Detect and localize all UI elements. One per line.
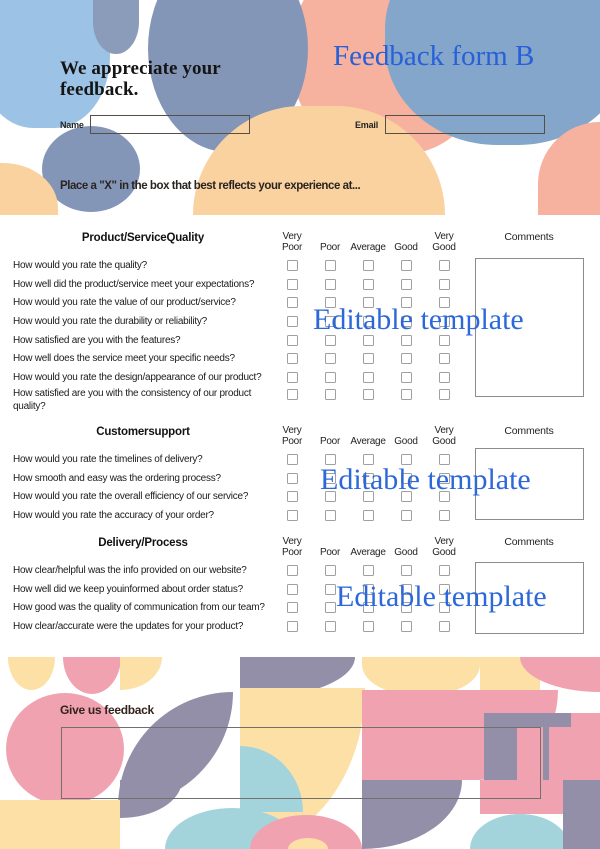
column-header-very-good: Very Good (432, 231, 456, 253)
checkbox-good[interactable] (401, 510, 412, 521)
checkbox-very-good[interactable] (439, 602, 450, 613)
checkbox-good[interactable] (401, 584, 412, 595)
checkbox-poor[interactable] (325, 353, 336, 364)
checkbox-poor[interactable] (325, 372, 336, 383)
checkbox-average[interactable] (363, 473, 374, 484)
section-title: Product/ServiceQuality (81, 232, 205, 244)
question-label: How clear/helpful was the info provided on our website? (13, 564, 247, 576)
checkbox-average[interactable] (363, 510, 374, 521)
column-header-very-good: Very Good (432, 536, 456, 558)
checkbox-average[interactable] (363, 584, 374, 595)
checkbox-very-poor[interactable] (287, 353, 298, 364)
column-header-very-poor: Very Poor (281, 231, 303, 253)
checkbox-very-good[interactable] (439, 389, 450, 400)
question-label: How would you rate the value of our product/service? (13, 297, 236, 309)
checkbox-good[interactable] (401, 602, 412, 613)
decor-quarter-yellow (120, 657, 162, 690)
checkbox-good[interactable] (401, 473, 412, 484)
watermark-editable-template: Editable template (320, 463, 531, 496)
checkbox-very-good[interactable] (439, 510, 450, 521)
checkbox-very-poor[interactable] (287, 491, 298, 502)
checkbox-very-poor[interactable] (287, 389, 298, 400)
checkbox-poor[interactable] (325, 565, 336, 576)
checkbox-very-good[interactable] (439, 335, 450, 346)
question-label: How satisfied are you with the consistency of our product quality? (13, 387, 252, 412)
form-title: Feedback form B (333, 40, 535, 72)
checkbox-average[interactable] (363, 602, 374, 613)
checkbox-poor[interactable] (325, 297, 336, 308)
checkbox-average[interactable] (363, 491, 374, 502)
question-label: How would you rate the design/appearance of our product? (13, 371, 262, 383)
question-label: How well did we keep youinformed about order status? (13, 583, 243, 595)
checkbox-average[interactable] (363, 279, 374, 290)
decor-halfdisc-pink (63, 657, 121, 694)
checkbox-very-good[interactable] (439, 353, 450, 364)
rating-header-row (13, 419, 585, 450)
checkbox-very-good[interactable] (439, 454, 450, 465)
column-header-poor: Poor (319, 546, 341, 558)
checkbox-average[interactable] (363, 621, 374, 632)
checkbox-average[interactable] (363, 565, 374, 576)
checkbox-average[interactable] (363, 389, 374, 400)
rating-header-row (13, 225, 585, 256)
name-label: Name (60, 120, 84, 130)
checkbox-very-good[interactable] (439, 279, 450, 290)
checkbox-good[interactable] (401, 260, 412, 271)
question-label: How smooth and easy was the ordering process? (13, 472, 221, 484)
column-header-good: Good (394, 435, 418, 447)
question-label: How well does the service meet your specific needs? (13, 353, 235, 365)
section-customer-support (13, 419, 585, 525)
email-label: Email (355, 120, 379, 130)
checkbox-very-poor[interactable] (287, 372, 298, 383)
column-header-comments: Comments (504, 425, 554, 437)
decor-halfdisc-yellow (8, 657, 55, 690)
question-label: How well did the product/service meet your expectations? (13, 278, 255, 290)
checkbox-very-poor[interactable] (287, 602, 298, 613)
question-label: How would you rate the timelines of delivery? (13, 453, 203, 465)
checkbox-very-good[interactable] (439, 473, 450, 484)
checkbox-good[interactable] (401, 335, 412, 346)
column-header-poor: Poor (319, 435, 341, 447)
question-label: How good was the quality of communication from our team? (13, 602, 265, 614)
bottom-decor-band (0, 657, 600, 849)
checkbox-poor[interactable] (325, 621, 336, 632)
checkbox-good[interactable] (401, 372, 412, 383)
column-header-very-poor: Very Poor (281, 536, 303, 558)
checkbox-good[interactable] (401, 621, 412, 632)
checkbox-very-poor[interactable] (287, 473, 298, 484)
checkbox-average[interactable] (363, 372, 374, 383)
checkbox-very-good[interactable] (439, 565, 450, 576)
checkbox-very-poor[interactable] (287, 454, 298, 465)
checkbox-very-poor[interactable] (287, 297, 298, 308)
section-title: Customersupport (96, 426, 190, 438)
heading-line1: We appreciate your (60, 58, 221, 79)
checkbox-average[interactable] (363, 260, 374, 271)
rating-header-row (13, 530, 585, 561)
checkbox-poor[interactable] (325, 389, 336, 400)
name-input[interactable] (90, 115, 250, 134)
checkbox-very-good[interactable] (439, 260, 450, 271)
column-header-good: Good (394, 546, 418, 558)
checkbox-very-poor[interactable] (287, 279, 298, 290)
question-label: How satisfied are you with the features? (13, 334, 181, 346)
checkbox-very-poor[interactable] (287, 510, 298, 521)
decor-rect-purple (563, 780, 600, 849)
watermark-editable-template: Editable template (313, 303, 524, 336)
checkbox-poor[interactable] (325, 316, 336, 327)
give-feedback-label: Give us feedback (60, 703, 154, 717)
checkbox-very-good[interactable] (439, 372, 450, 383)
section-title: Delivery/Process (98, 537, 188, 549)
top-decor-band (0, 0, 600, 215)
checkbox-good[interactable] (401, 389, 412, 400)
column-header-average: Average (350, 435, 386, 447)
question-label: How would you rate the overall efficiency of our service? (13, 491, 249, 503)
comments-box[interactable] (475, 562, 584, 634)
comments-box[interactable] (475, 448, 584, 520)
checkbox-very-poor[interactable] (287, 621, 298, 632)
checkbox-poor[interactable] (325, 510, 336, 521)
checkbox-good[interactable] (401, 279, 412, 290)
checkbox-good[interactable] (401, 316, 412, 327)
checkbox-poor[interactable] (325, 260, 336, 271)
checkbox-good[interactable] (401, 491, 412, 502)
checkbox-very-poor[interactable] (287, 260, 298, 271)
page-heading (60, 58, 221, 100)
feedback-textarea[interactable] (61, 727, 541, 799)
checkbox-very-good[interactable] (439, 297, 450, 308)
checkbox-good[interactable] (401, 565, 412, 576)
email-input[interactable] (385, 115, 545, 134)
checkbox-very-good[interactable] (439, 316, 450, 327)
checkbox-poor[interactable] (325, 454, 336, 465)
checkbox-average[interactable] (363, 353, 374, 364)
checkbox-very-good[interactable] (439, 621, 450, 632)
checkbox-very-good[interactable] (439, 584, 450, 595)
checkbox-poor[interactable] (325, 491, 336, 502)
column-header-poor: Poor (319, 241, 341, 253)
checkbox-average[interactable] (363, 316, 374, 327)
section-delivery-process (13, 530, 585, 636)
decor-rect-yellow (0, 800, 120, 849)
column-header-comments: Comments (504, 536, 554, 548)
checkbox-poor[interactable] (325, 279, 336, 290)
question-label: How clear/accurate were the updates for your product? (13, 620, 244, 632)
checkbox-good[interactable] (401, 353, 412, 364)
checkbox-poor[interactable] (325, 602, 336, 613)
question-label: How would you rate the quality? (13, 259, 147, 271)
question-label: How would you rate the accuracy of your order? (13, 509, 214, 521)
checkbox-very-poor[interactable] (287, 584, 298, 595)
column-header-very-good: Very Good (432, 425, 456, 447)
watermark-editable-template: Editable template (336, 580, 547, 613)
checkbox-very-poor[interactable] (287, 565, 298, 576)
heading-line2: feedback. (60, 79, 139, 100)
checkbox-very-poor[interactable] (287, 316, 298, 327)
decor-dome-teal (470, 814, 570, 849)
checkbox-average[interactable] (363, 297, 374, 308)
checkbox-average[interactable] (363, 335, 374, 346)
decor-petal-steelblue (93, 0, 139, 54)
checkbox-poor[interactable] (325, 335, 336, 346)
comments-box[interactable] (475, 258, 584, 397)
column-header-average: Average (350, 241, 386, 253)
checkbox-very-good[interactable] (439, 491, 450, 502)
question-label: How would you rate the durability or reliability? (13, 315, 207, 327)
section-product-service-quality (13, 225, 585, 420)
checkbox-good[interactable] (401, 454, 412, 465)
checkbox-very-poor[interactable] (287, 335, 298, 346)
column-header-good: Good (394, 241, 418, 253)
column-header-average: Average (350, 546, 386, 558)
instruction-text: Place a "X" in the box that best reflects your experience at... (60, 180, 361, 192)
checkbox-average[interactable] (363, 454, 374, 465)
column-header-very-poor: Very Poor (281, 425, 303, 447)
checkbox-good[interactable] (401, 297, 412, 308)
column-header-comments: Comments (504, 231, 554, 243)
checkbox-poor[interactable] (325, 584, 336, 595)
checkbox-poor[interactable] (325, 473, 336, 484)
